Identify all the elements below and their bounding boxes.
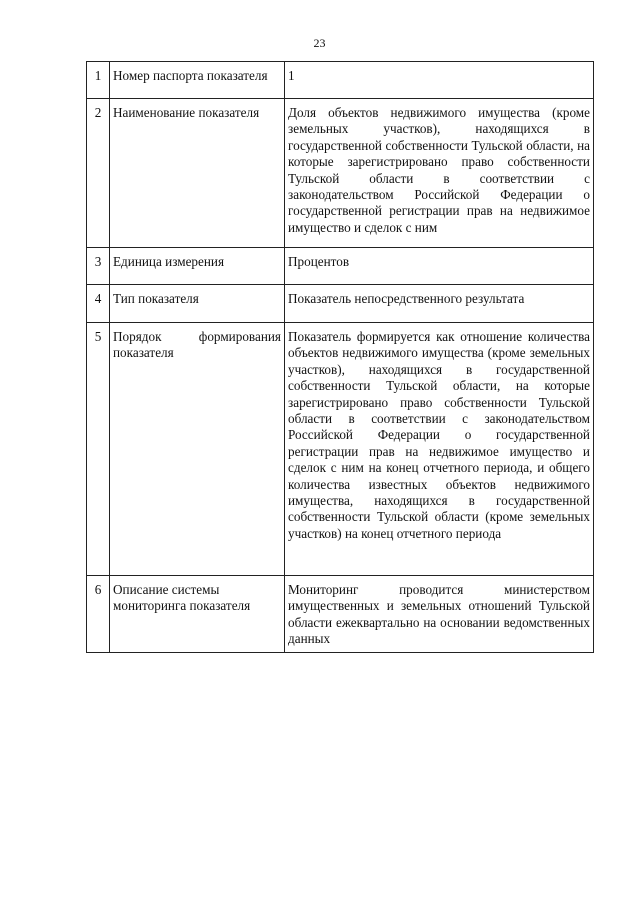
page-number: 23 <box>313 36 326 50</box>
table-row <box>87 285 594 323</box>
row-value: Процентов <box>285 248 594 285</box>
table-row <box>87 99 594 248</box>
row-value: Мониторинг проводится министерством имущественных и земельных отношений Тульской области ежеквартально на основании ведомственных данных <box>285 576 594 653</box>
row-value: 1 <box>285 62 594 99</box>
table-row <box>87 248 594 285</box>
row-number: 2 <box>87 99 110 248</box>
row-label: Номер паспорта показателя <box>110 62 285 99</box>
row-number: 6 <box>87 576 110 653</box>
row-number: 4 <box>87 285 110 323</box>
row-label: Порядок формирования показателя <box>110 323 285 576</box>
row-number: 5 <box>87 323 110 576</box>
row-value: Показатель непосредственного результата <box>285 285 594 323</box>
row-number: 3 <box>87 248 110 285</box>
table-row <box>87 62 594 99</box>
row-label: Наименование показателя <box>110 99 285 248</box>
row-label: Тип показателя <box>110 285 285 323</box>
row-number: 1 <box>87 62 110 99</box>
row-value: Доля объектов недвижимого имущества (кроме земельных участков), находящихся в государственной собственности Тульской области, на которые зарегистрировано право собственности Тульской области в соответствии с законодательством Российской Федерации о государственной регистрации прав на недвижимое имущество и сделок с ним <box>285 99 594 248</box>
row-value: Показатель формируется как отношение количества объектов недвижимого имущества (кроме земельных участков), находящихся в государственной собственности Тульской области, на которые зарегистрировано право собственности Тульской области в соответствии с законодательством Российской Федерации о государственной регистрации прав на недвижимое имущество и сделок с ним на конец отчетного периода, и общего количества известных объектов недвижимого имущества, находящихся в государственной собственности Тульской области (кроме земельных участков) на конец отчетного периода <box>285 323 594 576</box>
table-row <box>87 323 594 576</box>
table-row <box>87 576 594 653</box>
row-label: Единица измерения <box>110 248 285 285</box>
row-label: Описание системы мониторинга показателя <box>110 576 285 653</box>
indicator-passport-table <box>86 61 594 653</box>
